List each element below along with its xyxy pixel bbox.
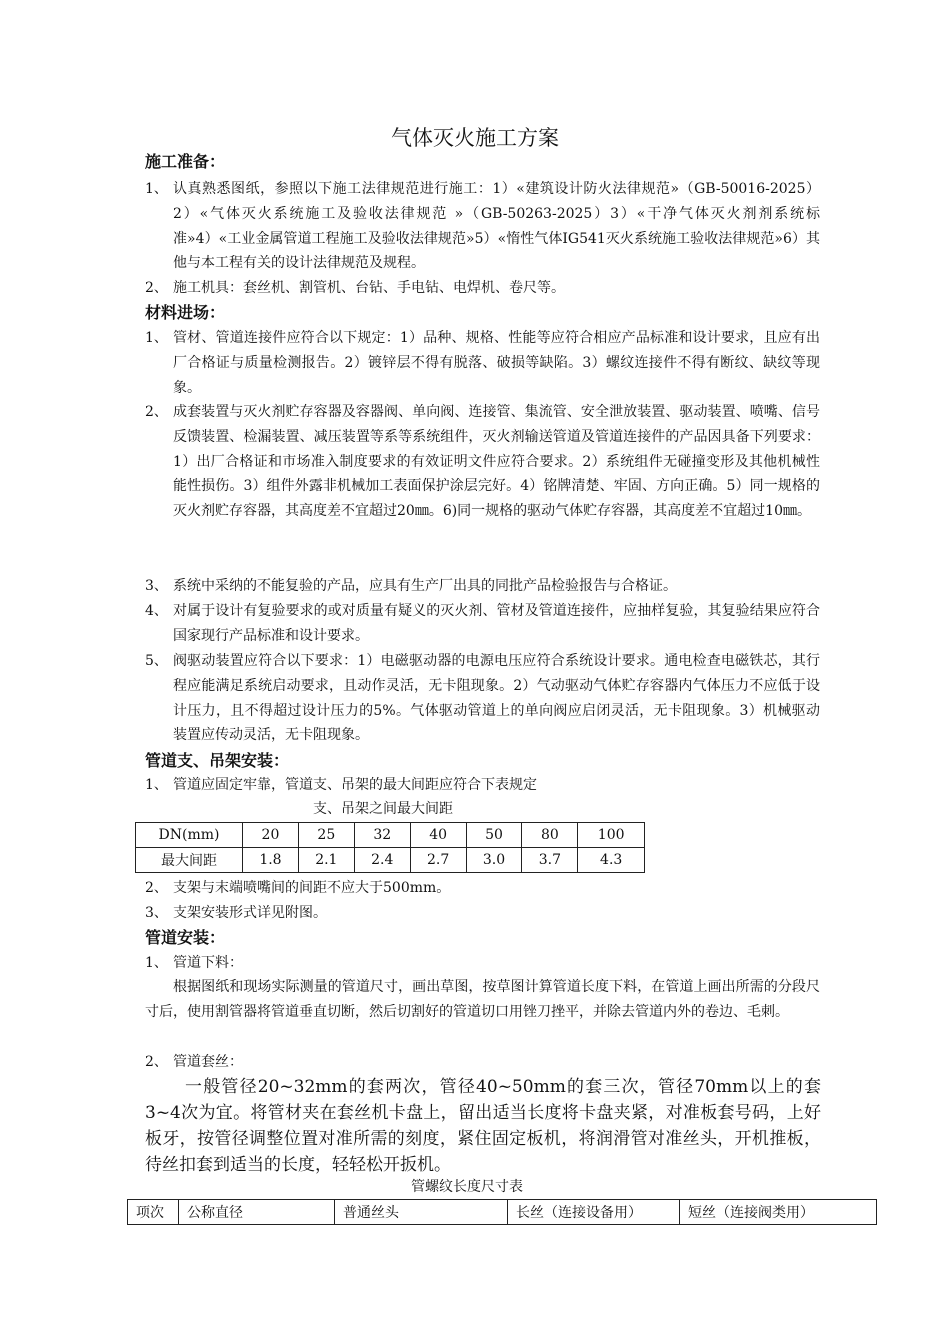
table-cell: 50 (466, 823, 522, 848)
table-caption: 管螺纹长度尺寸表 (411, 1179, 523, 1195)
list-number: 2、 (145, 404, 168, 420)
list-text: 支架安装形式详见附图。 (173, 905, 327, 921)
list-item (145, 599, 820, 649)
section-heading-supports: 管道支、吊架安装： (145, 751, 290, 770)
thread-length-table (127, 1199, 877, 1225)
list-text: 管道下料： (173, 955, 243, 971)
table-header-cell: 公称直径 (179, 1200, 335, 1225)
table-header-cell: 普通丝头 (335, 1200, 508, 1225)
list-item (145, 901, 820, 926)
table-header-cell: 短丝（连接阀类用） (680, 1200, 877, 1225)
section-heading-materials: 材料进场： (145, 303, 226, 322)
list-number: 3、 (145, 578, 168, 594)
list-item (145, 276, 820, 301)
list-number: 1、 (145, 955, 168, 971)
list-item (145, 876, 820, 901)
table-caption: 支、吊架之间最大间距 (313, 801, 453, 817)
list-number: 1、 (145, 777, 168, 793)
list-text: 成套装置与灭火剂贮存容器及容器阀、单向阀、连接管、集流管、安全泄放装置、驱动装置、喷嘴、信号反馈装置、检漏装置、减压装置等系等系统组件，灭火剂输送管道及管道连接件的产品因具备下列要求：1）出厂合格证和市场准入制度要求的有效证明文件应符合要求。2）系统组件无碰撞变形及其他机械性能性损伤。3）组件外露非机械加工表面保护涂层完好。4）铭牌清楚、牢固、方向正确。5）同一规格的灭火剂贮存容器，其高度差不宜超过20㎜。6)同一规格的驱动气体贮存容器，其高度差不宜超过10㎜。 (173, 404, 820, 520)
list-number: 1、 (145, 330, 168, 346)
list-item (145, 400, 820, 524)
list-number: 2、 (145, 880, 168, 896)
list-number: 2、 (145, 1054, 168, 1070)
list-item (145, 951, 820, 976)
list-text: 系统中采纳的不能复验的产品，应具有生产厂出具的同批产品检验报告与合格证。 (173, 578, 677, 594)
list-number: 2、 (145, 280, 168, 296)
table-cell: 1.8 (243, 848, 299, 873)
table-cell: 3.7 (522, 848, 578, 873)
table-header-row (128, 1200, 877, 1225)
support-spacing-table (135, 822, 645, 873)
list-text: 管道应固定牢靠，管道支、吊架的最大间距应符合下表规定 (173, 777, 537, 793)
list-item (145, 773, 820, 798)
table-cell: 2.1 (298, 848, 354, 873)
section-heading-prep: 施工准备： (145, 152, 226, 171)
table-cell: 4.3 (578, 848, 645, 873)
table-row (136, 823, 645, 848)
list-item (145, 649, 820, 748)
table-cell: 100 (578, 823, 645, 848)
list-number: 3、 (145, 905, 168, 921)
list-text: 管道套丝： (173, 1054, 243, 1070)
document-title: 气体灭火施工方案 (391, 126, 559, 150)
list-text: 阀驱动装置应符合以下要求：1）电磁驱动器的电源电压应符合系统设计要求。通电检查电磁铁芯，其行程应能满足系统启动要求，且动作灵活，无卡阻现象。2）气动驱动气体贮存容器内气体压力不应低于设计压力，且不得超过设计压力的5%。气体驱动管道上的单向阀应启闭灵活，无卡阻现象。3）机械驱动装置应传动灵活，无卡阻现象。 (173, 653, 820, 744)
table-cell: DN(mm) (136, 823, 243, 848)
table-cell: 2.7 (410, 848, 466, 873)
table-header-cell: 项次 (128, 1200, 179, 1225)
list-text: 支架与末端喷嘴间的间距不应大于500mm。 (173, 880, 451, 896)
table-cell: 80 (522, 823, 578, 848)
table-row (136, 848, 645, 873)
table-cell: 20 (243, 823, 299, 848)
table-cell: 25 (298, 823, 354, 848)
list-item (145, 1050, 820, 1075)
list-item (145, 574, 820, 599)
paragraph-cutting: 根据图纸和现场实际测量的管道尺寸，画出草图，按草图计算管道长度下料，在管道上画出所需的分段尺寸后，使用割管器将管道垂直切断，然后切割好的管道切口用锉刀挫平，并除去管道内外的卷边、毛刺。 (145, 979, 820, 1020)
list-number: 5、 (145, 653, 168, 669)
list-item (145, 177, 820, 276)
list-text: 管材、管道连接件应符合以下规定：1）品种、规格、性能等应符合相应产品标准和设计要求，且应有出厂合格证与质量检测报告。2）镀锌层不得有脱落、破损等缺陷。3）螺纹连接件不得有断纹、缺纹等现象。 (173, 330, 820, 396)
table-cell: 2.4 (354, 848, 410, 873)
table-cell: 最大间距 (136, 848, 243, 873)
table-header-cell: 长丝（连接设备用） (508, 1200, 680, 1225)
table-cell: 3.0 (466, 848, 522, 873)
table-cell: 40 (410, 823, 466, 848)
list-text: 施工机具：套丝机、割管机、台钻、手电钻、电焊机、卷尺等。 (173, 280, 565, 296)
section-heading-pipe-install: 管道安装： (145, 928, 226, 947)
paragraph-threading: 一般管径20~32mm的套两次，管径40~50mm的套三次，管径70mm以上的套3~4次为宜。将管材夹在套丝机卡盘上，留出适当长度将卡盘夹紧，对准板套号码，上好板牙，按管径调整位置对准所需的刻度，紧住固定板机，将润滑管对准丝头，开机推板，待丝扣套到适当的长度，轻轻松开扳机。 (145, 1077, 821, 1175)
table-cell: 32 (354, 823, 410, 848)
list-text: 认真熟悉图纸，参照以下施工法律规范进行施工：1）«建筑设计防火法律规范»（GB-50016-2025）2）«气体灭火系统施工及验收法律规范 »（GB-50263-2025）3）«干净气体灭火剂剂系统标准»4）«工业金属管道工程施工及验收法律规范»5）«惰性气体IG541灭火系统施工验收法律规范»6）其他与本工程有关的设计法律规范及规程。 (173, 181, 820, 272)
list-text: 对属于设计有复验要求的或对质量有疑义的灭火剂、管材及管道连接件，应抽样复验，其复验结果应符合国家现行产品标准和设计要求。 (173, 603, 820, 644)
list-number: 1、 (145, 181, 168, 197)
list-item (145, 326, 820, 400)
list-number: 4、 (145, 603, 168, 619)
